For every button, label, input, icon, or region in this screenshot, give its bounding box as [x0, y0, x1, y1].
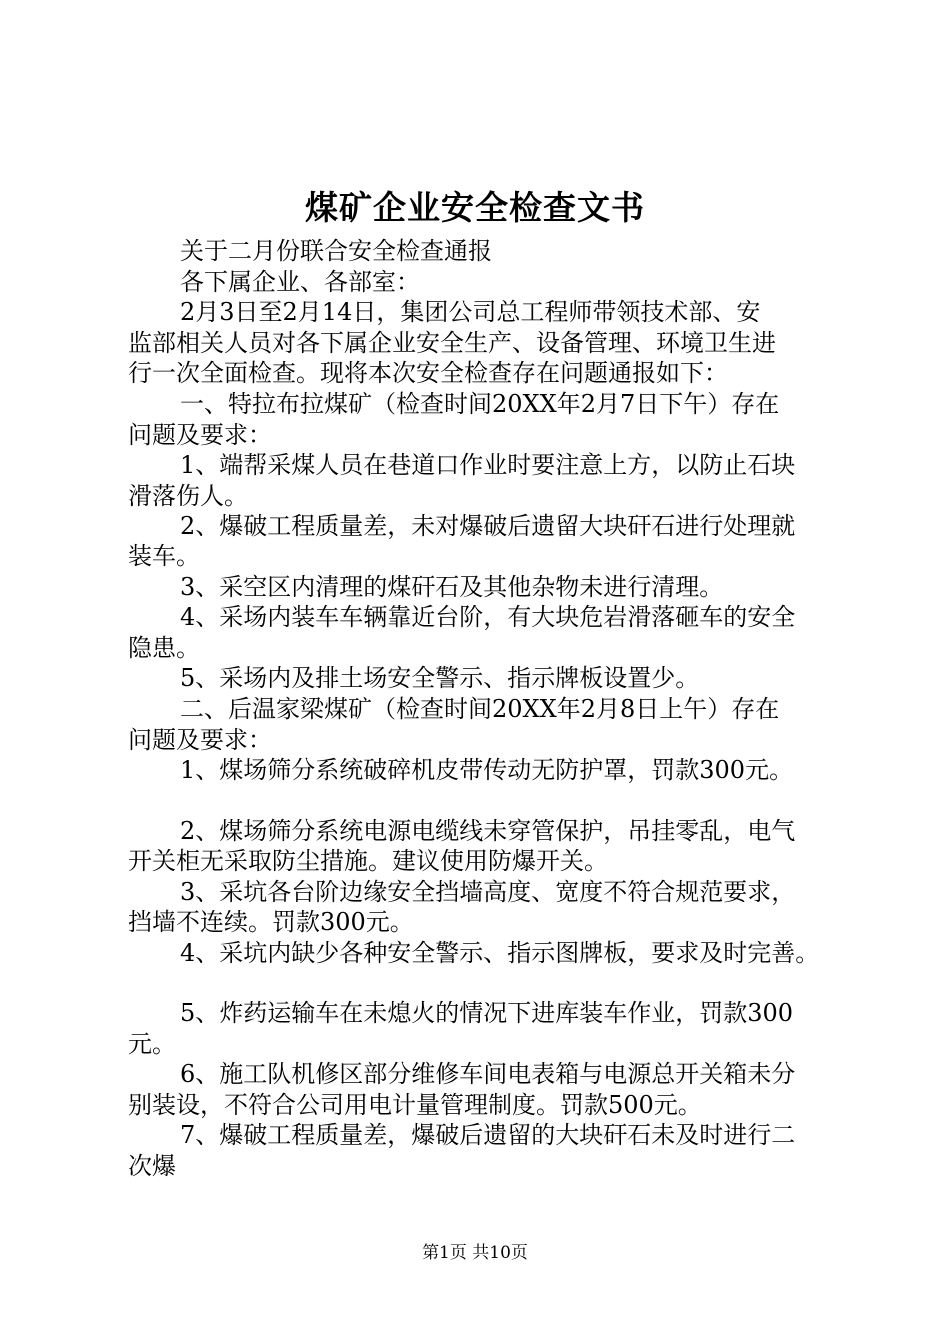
- paragraph-line: 2月3日至2月14日，集团公司总工程师带领技术部、安: [180, 298, 761, 326]
- paragraph-line: 3、采空区内清理的煤矸石及其他杂物未进行清理。: [180, 573, 724, 601]
- paragraph-line: 一、特拉布拉煤矿（检查时间20XX年2月7日下午）存在: [180, 390, 780, 418]
- paragraph-line: 开关柜无采取防尘措施。建议使用防爆开关。: [128, 847, 608, 875]
- paragraph-line: 4、采坑内缺少各种安全警示、指示图牌板，要求及时完善。: [180, 939, 820, 967]
- paragraph-line: 监部相关人员对各下属企业安全生产、设备管理、环境卫生进: [128, 329, 776, 357]
- paragraph-line: 5、炸药运输车在未熄火的情况下进库装车作业，罚款300: [180, 999, 794, 1027]
- paragraph-line: 关于二月份联合安全检查通报: [180, 237, 492, 265]
- paragraph-line: 问题及要求：: [128, 726, 272, 754]
- paragraph-line: 2、爆破工程质量差，未对爆破后遗留大块矸石进行处理就: [180, 512, 796, 540]
- paragraph-line: 别装设，不符合公司用电计量管理制度。罚款500元。: [128, 1091, 702, 1119]
- paragraph-line: 隐患。: [128, 634, 200, 662]
- paragraph-line: 5、采场内及排土场安全警示、指示牌板设置少。: [180, 664, 700, 692]
- paragraph-line: 1、端帮采煤人员在巷道口作业时要注意上方，以防止石块: [180, 451, 796, 479]
- paragraph-line: 挡墙不连续。罚款300元。: [128, 908, 414, 936]
- paragraph-line: 元。: [128, 1030, 176, 1058]
- paragraph-line: 滑落伤人。: [128, 482, 248, 510]
- page-number-footer: 第1页 共10页: [422, 1243, 528, 1263]
- paragraph-line: 2、煤场筛分系统电源电缆线未穿管保护，吊挂零乱，电气: [180, 817, 796, 845]
- paragraph-line: 7、爆破工程质量差，爆破后遗留的大块矸石未及时进行二: [180, 1121, 796, 1149]
- paragraph-line: 装车。: [128, 542, 200, 570]
- paragraph-line: 1、煤场筛分系统破碎机皮带传动无防护罩，罚款300元。: [180, 756, 794, 784]
- paragraph-line: 3、采坑各台阶边缘安全挡墙高度、宽度不符合规范要求，: [180, 878, 796, 906]
- paragraph-line: 问题及要求：: [128, 421, 272, 449]
- paragraph-line: 6、施工队机修区部分维修车间电表箱与电源总开关箱未分: [180, 1060, 796, 1088]
- document-title: 煤矿企业安全检查文书: [305, 188, 645, 227]
- paragraph-line: 二、后温家梁煤矿（检查时间20XX年2月8日上午）存在: [180, 695, 780, 723]
- paragraph-line: 4、采场内装车车辆靠近台阶，有大块危岩滑落砸车的安全: [180, 603, 796, 631]
- paragraph-line: 各下属企业、各部室：: [180, 268, 420, 296]
- paragraph-line: 行一次全面检查。现将本次安全检查存在问题通报如下：: [128, 359, 728, 387]
- paragraph-line: 次爆: [128, 1152, 176, 1180]
